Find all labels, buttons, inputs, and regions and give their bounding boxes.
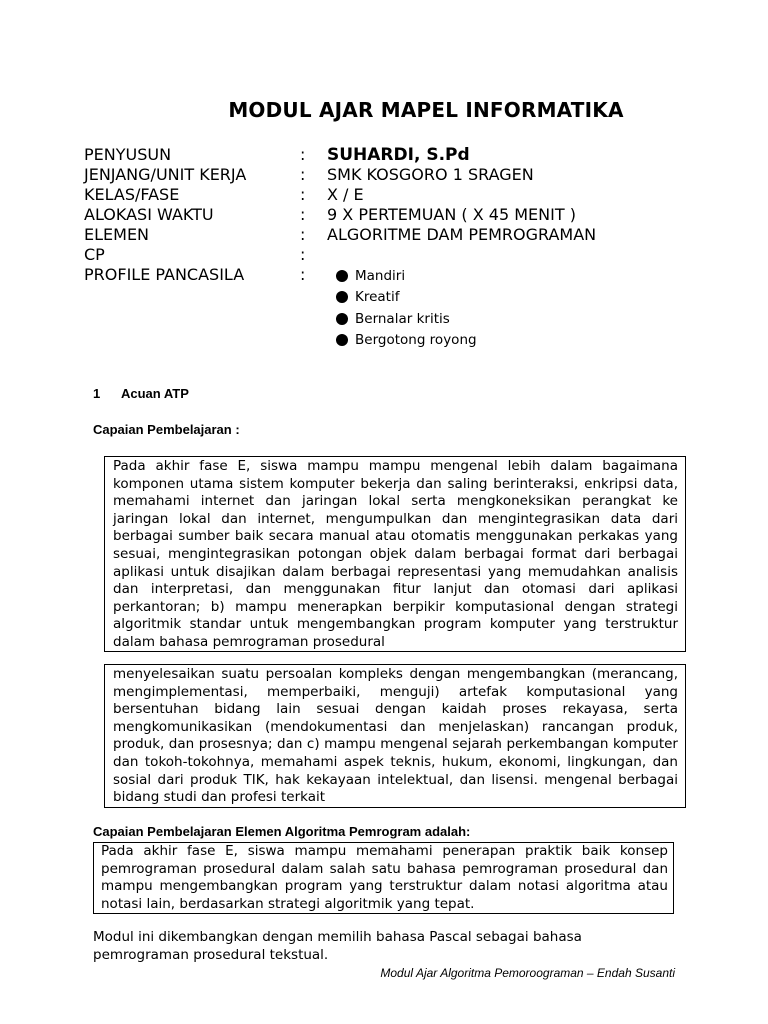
info-colon: : [300, 245, 306, 264]
list-item-label: Kreatif [355, 289, 400, 306]
info-row-kelas [84, 185, 596, 205]
info-label: ELEMEN [84, 225, 150, 244]
info-value: ALGORITME DAM PEMROGRAMAN [327, 225, 597, 244]
list-item-label: Bergotong royong [355, 332, 477, 349]
info-value: X / E [327, 185, 364, 204]
list-item [336, 265, 477, 287]
list-item-label: Bernalar kritis [355, 310, 450, 327]
cp-text-box-2 [104, 664, 686, 808]
list-item-label: Mandiri [355, 267, 406, 284]
info-row-jenjang [84, 165, 596, 185]
info-label: PROFILE PANCASILA [84, 265, 245, 284]
bullet-icon [336, 334, 348, 346]
info-colon: : [300, 165, 306, 184]
list-item [336, 308, 477, 330]
list-item [336, 330, 477, 352]
info-label: CP [84, 245, 105, 264]
info-row-cp [84, 245, 596, 265]
document-title: MODUL AJAR MAPEL INFORMATIKA [228, 98, 624, 122]
cp-paragraph-2: menyelesaikan suatu persoalan kompleks dengan mengembangkan (merancang, mengimplementasi, memperbaiki, menguji) artefak komputasional yang bersentuhan bidang lain sesuai dengan kaidah proses rekayasa, serta mengkomunikasikan (mendokumentasi dan menjelaskan) rancangan produk, produk, dan prosesnya; dan c) mampu mengenal sejarah perkembangan komputer dan tokoh-tokohnya, memahami aspek teknis, hukum, ekonomi, lingkungan, dan sosial dari produk TIK, hak kekayaan intelektual, dan lisensi. mengenal berbagai bidang studi dan profesi terkait [113, 666, 678, 806]
info-row-alokasi [84, 205, 596, 225]
info-row-elemen [84, 225, 596, 245]
bullet-icon [336, 313, 348, 325]
profile-pancasila-list [336, 265, 477, 351]
section-heading [93, 386, 189, 401]
info-value: 9 X PERTEMUAN ( X 45 MENIT ) [327, 205, 576, 224]
info-value: SUHARDI, S.Pd [327, 145, 470, 165]
info-colon: : [300, 145, 306, 164]
section-title: Acuan ATP [121, 386, 189, 401]
cp-heading: Capaian Pembelajaran : [93, 422, 240, 437]
info-colon: : [300, 265, 306, 284]
elemen-paragraph: Pada akhir fase E, siswa mampu memahami penerapan praktik baik konsep pemrograman prosedural dalam salah satu bahasa pemrograman prosedural dan mampu mengembangkan program yang terstruktur dalam notasi algoritma atau notasi lain, berdasarkan strategi algoritmik yang tepat. [101, 843, 668, 912]
info-colon: : [300, 225, 306, 244]
info-label: ALOKASI WAKTU [84, 205, 214, 224]
info-label: PENYUSUN [84, 145, 172, 164]
list-item [336, 287, 477, 309]
bullet-icon [336, 270, 348, 282]
info-row-penyusun [84, 145, 596, 165]
cp-text-box-1 [104, 456, 686, 652]
bullet-icon [336, 291, 348, 303]
info-colon: : [300, 185, 306, 204]
info-table [84, 145, 596, 285]
cp-paragraph-1: Pada akhir fase E, siswa mampu mampu mengenal lebih dalam bagaimana komponen utama sistem komputer bekerja dan saling berinteraksi, enkripsi data, memahami internet dan jaringan lokal serta mengkoneksikan perangkat ke jaringan lokal dan internet, mengumpulkan dan mengintegrasikan data dari berbagai sumber baik secara manual atau otomatis menggunakan perkakas yang sesuai, mengintegrasikan potongan objek dalam berbagai format dari berbagai aplikasi untuk disajikan dalam berbagai representasi yang memudahkan analisis dan interpretasi, dan menggunakan fitur lanjut dan otomasi dari aplikasi perkantoran; b) mampu menerapkan berpikir komputasional dengan strategi algoritmik standar untuk mengembangkan program komputer yang terstruktur dalam bahasa pemrograman prosedural [113, 458, 678, 650]
elemen-heading: Capaian Pembelajaran Elemen Algoritma Pemrogram adalah: [93, 824, 471, 839]
info-colon: : [300, 205, 306, 224]
section-number: 1 [93, 386, 101, 401]
info-label: KELAS/FASE [84, 185, 180, 204]
page-footer: Modul Ajar Algoritma Pemoroograman – Endah Susanti [380, 966, 675, 980]
closing-paragraph: Modul ini dikembangkan dengan memilih bahasa Pascal sebagai bahasa pemrograman prosedural tekstual. [93, 929, 582, 963]
info-label: JENJANG/UNIT KERJA [84, 165, 247, 184]
elemen-text-box [93, 842, 674, 914]
info-value: SMK KOSGORO 1 SRAGEN [327, 165, 534, 184]
